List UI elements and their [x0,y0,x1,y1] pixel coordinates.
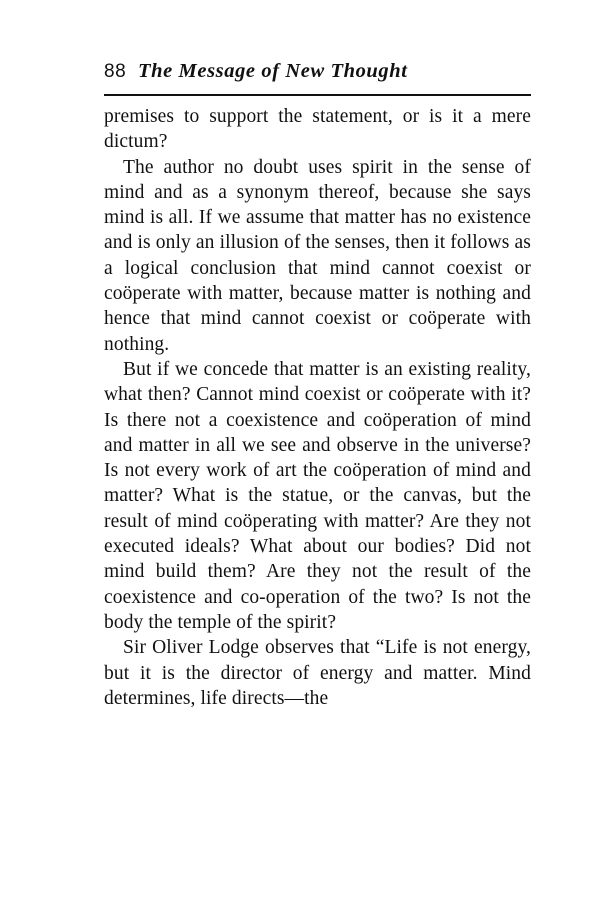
running-header [104,60,531,90]
paragraph-continuation: premises to support the statement, or is it a mere dictum? [104,106,531,153]
paragraph: But if we concede that matter is an existing reality, what then? Cannot mind coexist or coöperate with it? Is there not a coexistence and coöperation of mind and matter in all we see and observe in the universe? Is not every work of art the coöperation of mind and matter? What is the statue, or the canvas, but the result of mind coöperating with matter? Are they not executed ideals? What about our bodies? Did not mind build them? Are they not the result of the coexistence and co-operation of the two? Is not the body the temple of the spirit? [104,358,531,633]
body-text [104,104,531,711]
page-number: 88 [104,61,127,82]
book-page [104,60,531,711]
header-rule [104,94,531,96]
paragraph: Sir Oliver Lodge observes that “Life is not energy, but it is the director of energy and matter. Mind determines, life directs—the [104,637,531,709]
paragraph: The author no doubt uses spirit in the sense of mind and as a synonym thereof, because she says mind is all. If we assume that matter has no existence and is only an illusion of the senses, then it follows as a logical conclusion that mind cannot coexist or coöperate with matter, because matter is nothing and hence that mind cannot coexist or coöperate with nothing. [104,156,531,355]
running-title: The Message of New Thought [138,60,408,82]
